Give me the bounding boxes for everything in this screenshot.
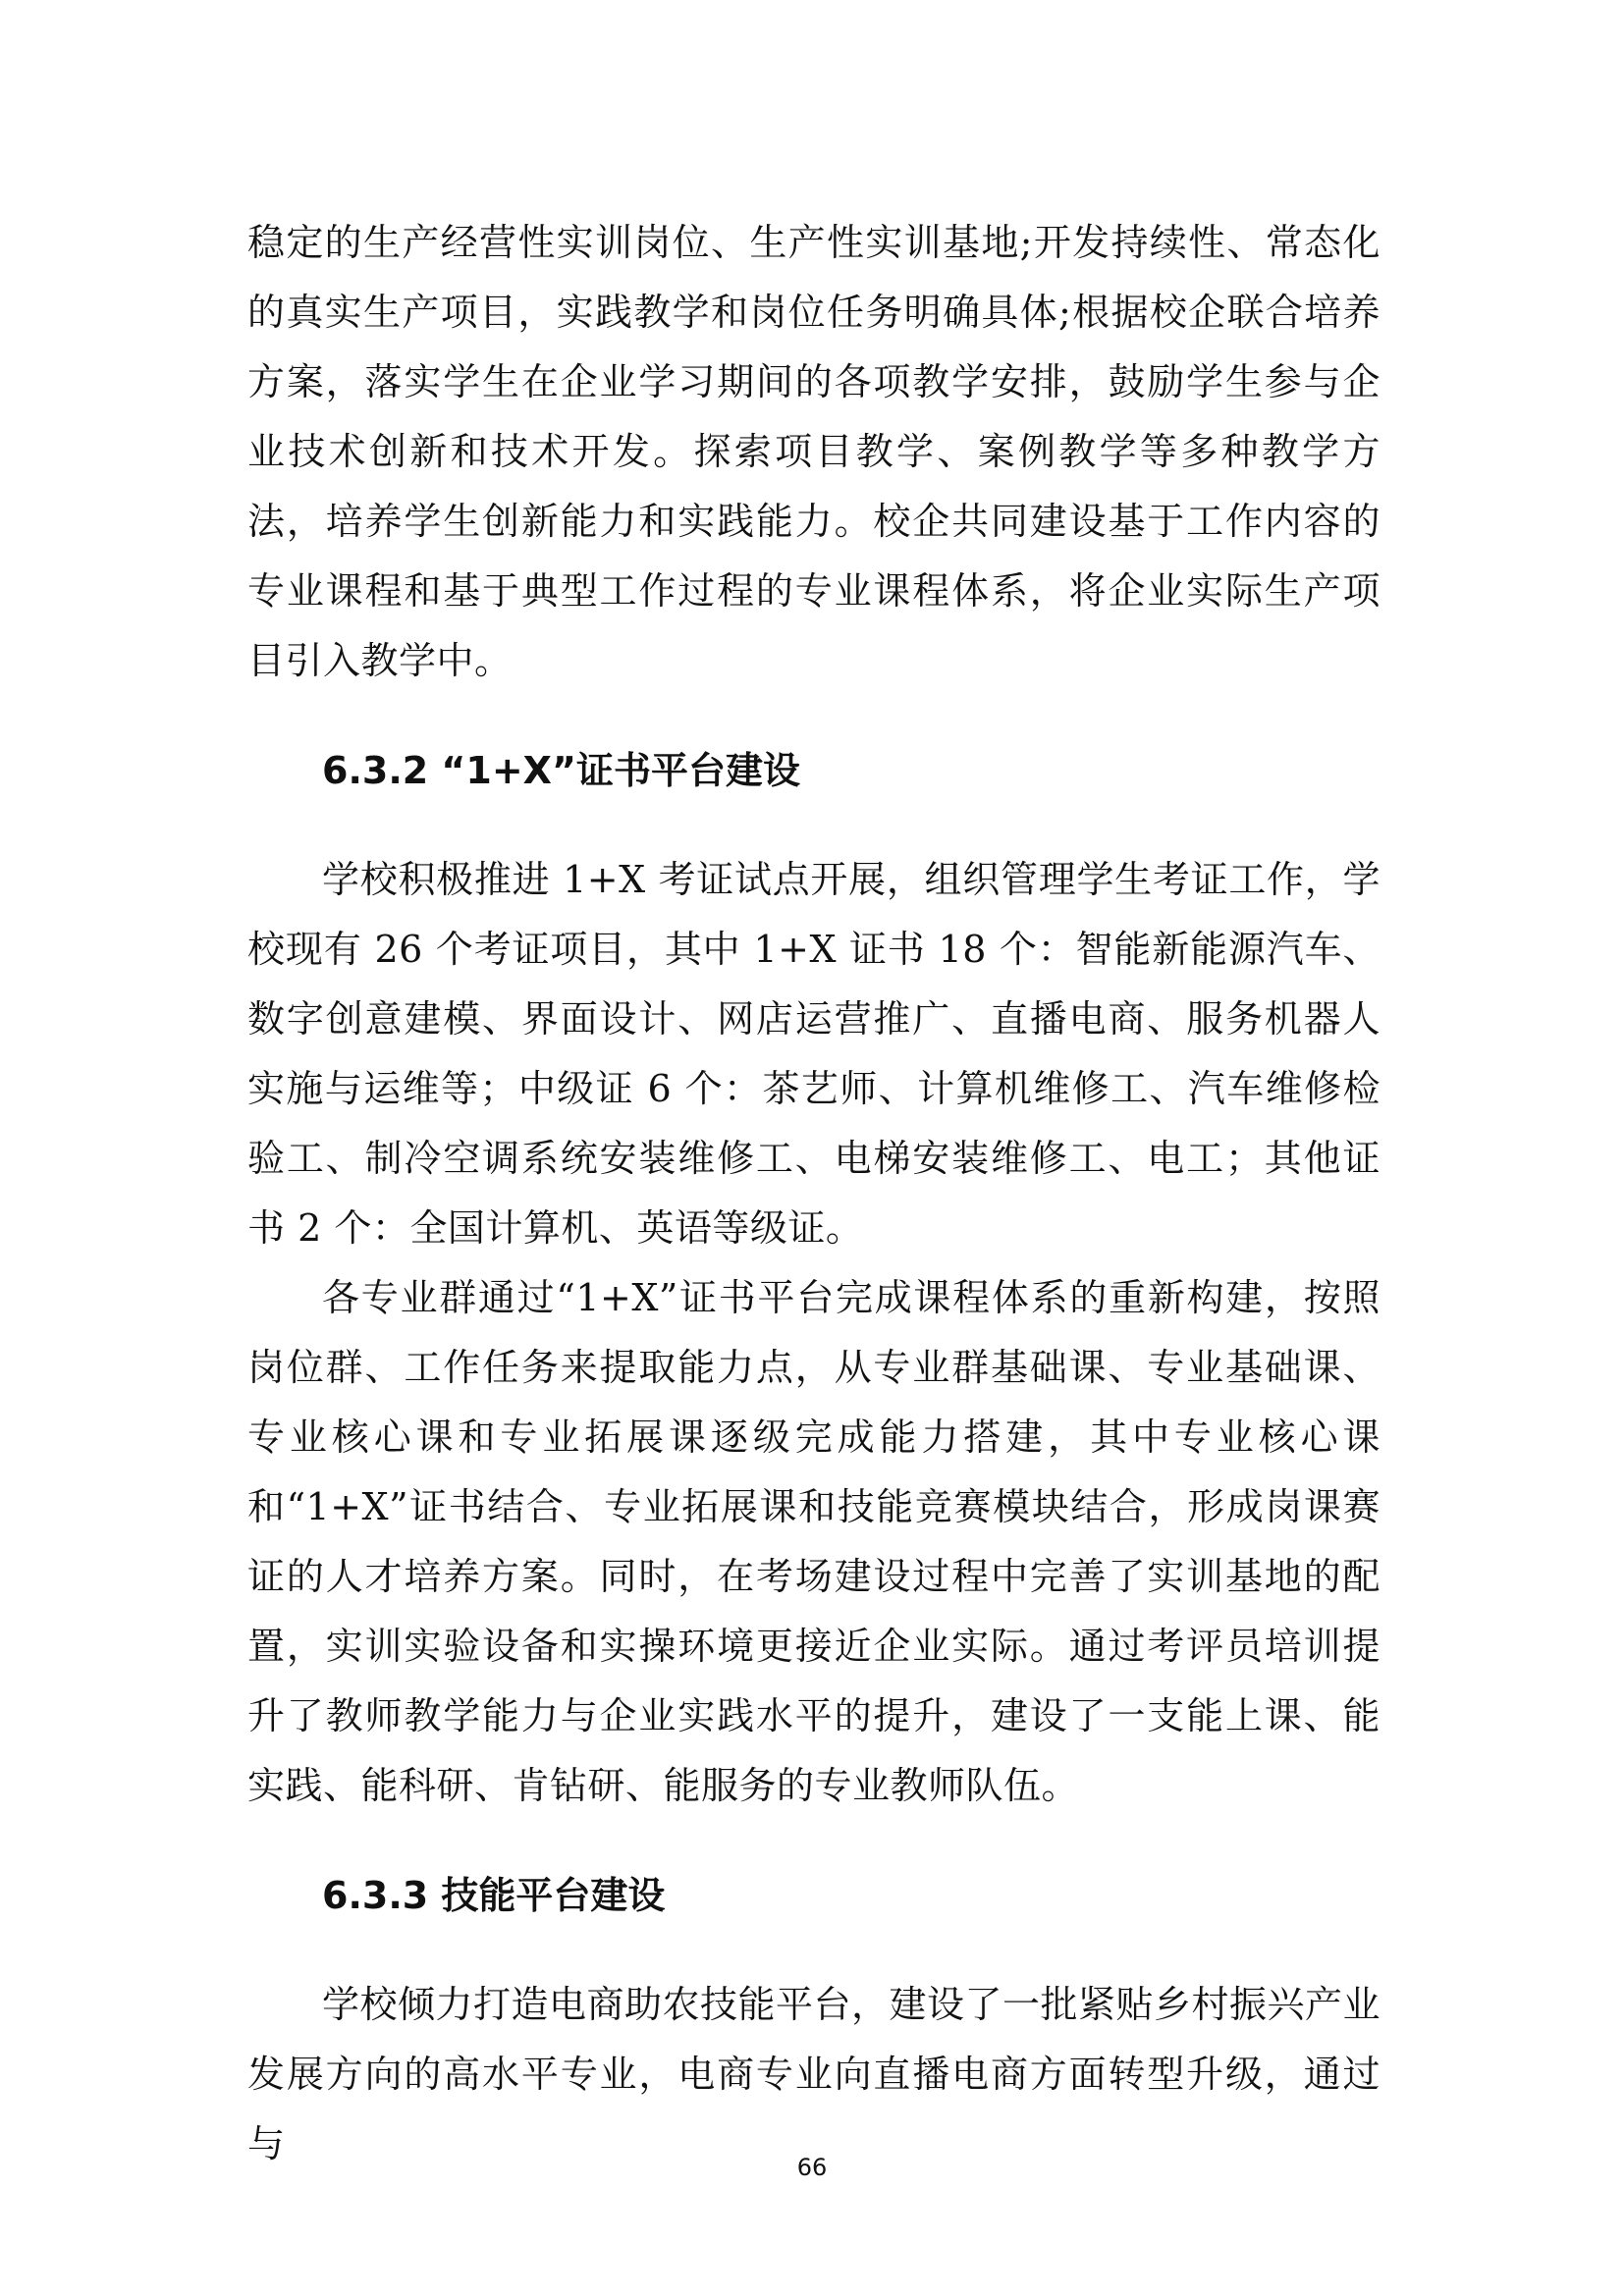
page-number: 66 — [796, 2154, 828, 2181]
spacer — [247, 1925, 1380, 1970]
page-content — [247, 208, 1380, 2179]
paragraph-skills-platform: 学校倾力打造电商助农技能平台，建设了一批紧贴乡村振兴产业发展方向的高水平专业，电商专业向直播电商方面转型升级，通过与 — [247, 1983, 1381, 2165]
section-heading-6-3-2: 6.3.2 “1+X”证书平台建设 — [322, 749, 800, 792]
spacer — [247, 696, 1380, 741]
spacer — [247, 1821, 1380, 1866]
paragraph-continued: 稳定的生产经营性实训岗位、生产性实训基地;开发持续性、常态化的真实生产项目，实践教学和岗位任务明确具体;根据校企联合培养方案，落实学生在企业学习期间的各项教学安排，鼓励学生参与企业技术创新和技术开发。探索项目教学、案例教学等多种教学方法，培养学生创新能力和实践能力。校企共同建设基于工作内容的专业课程和基于典型工作过程的专业课程体系，将企业实际生产项目引入教学中。 — [247, 221, 1380, 682]
paragraph-certificates: 学校积极推进 1+X 考证试点开展，组织管理学生考证工作，学校现有 26 个考证项目，其中 1+X 证书 18 个：智能新能源汽车、数字创意建模、界面设计、网店运营推广、直播电商、服务机器人实施与运维等；中级证 6 个：茶艺师、计算机维修工、汽车维修检验工、制冷空调系统安装维修工、电梯安装维修工、电工；其他证书 2 个：全国计算机、英语等级证。 — [247, 858, 1380, 1250]
section-heading-6-3-3: 6.3.3 技能平台建设 — [322, 1874, 666, 1917]
paragraph-curriculum: 各专业群通过“1+X”证书平台完成课程体系的重新构建，按照岗位群、工作任务来提取能力点，从专业群基础课、专业基础课、专业核心课和专业拓展课逐级完成能力搭建，其中专业核心课和“1+X”证书结合、专业拓展课和技能竞赛模块结合，形成岗课赛证的人才培养方案。同时，在考场建设过程中完善了实训基地的配置，实训实验设备和实操环境更接近企业实际。通过考评员培训提升了教师教学能力与企业实践水平的提升，建设了一支能上课、能实践、能科研、肯钻研、能服务的专业教师队伍。 — [247, 1276, 1380, 1807]
spacer — [247, 800, 1380, 845]
